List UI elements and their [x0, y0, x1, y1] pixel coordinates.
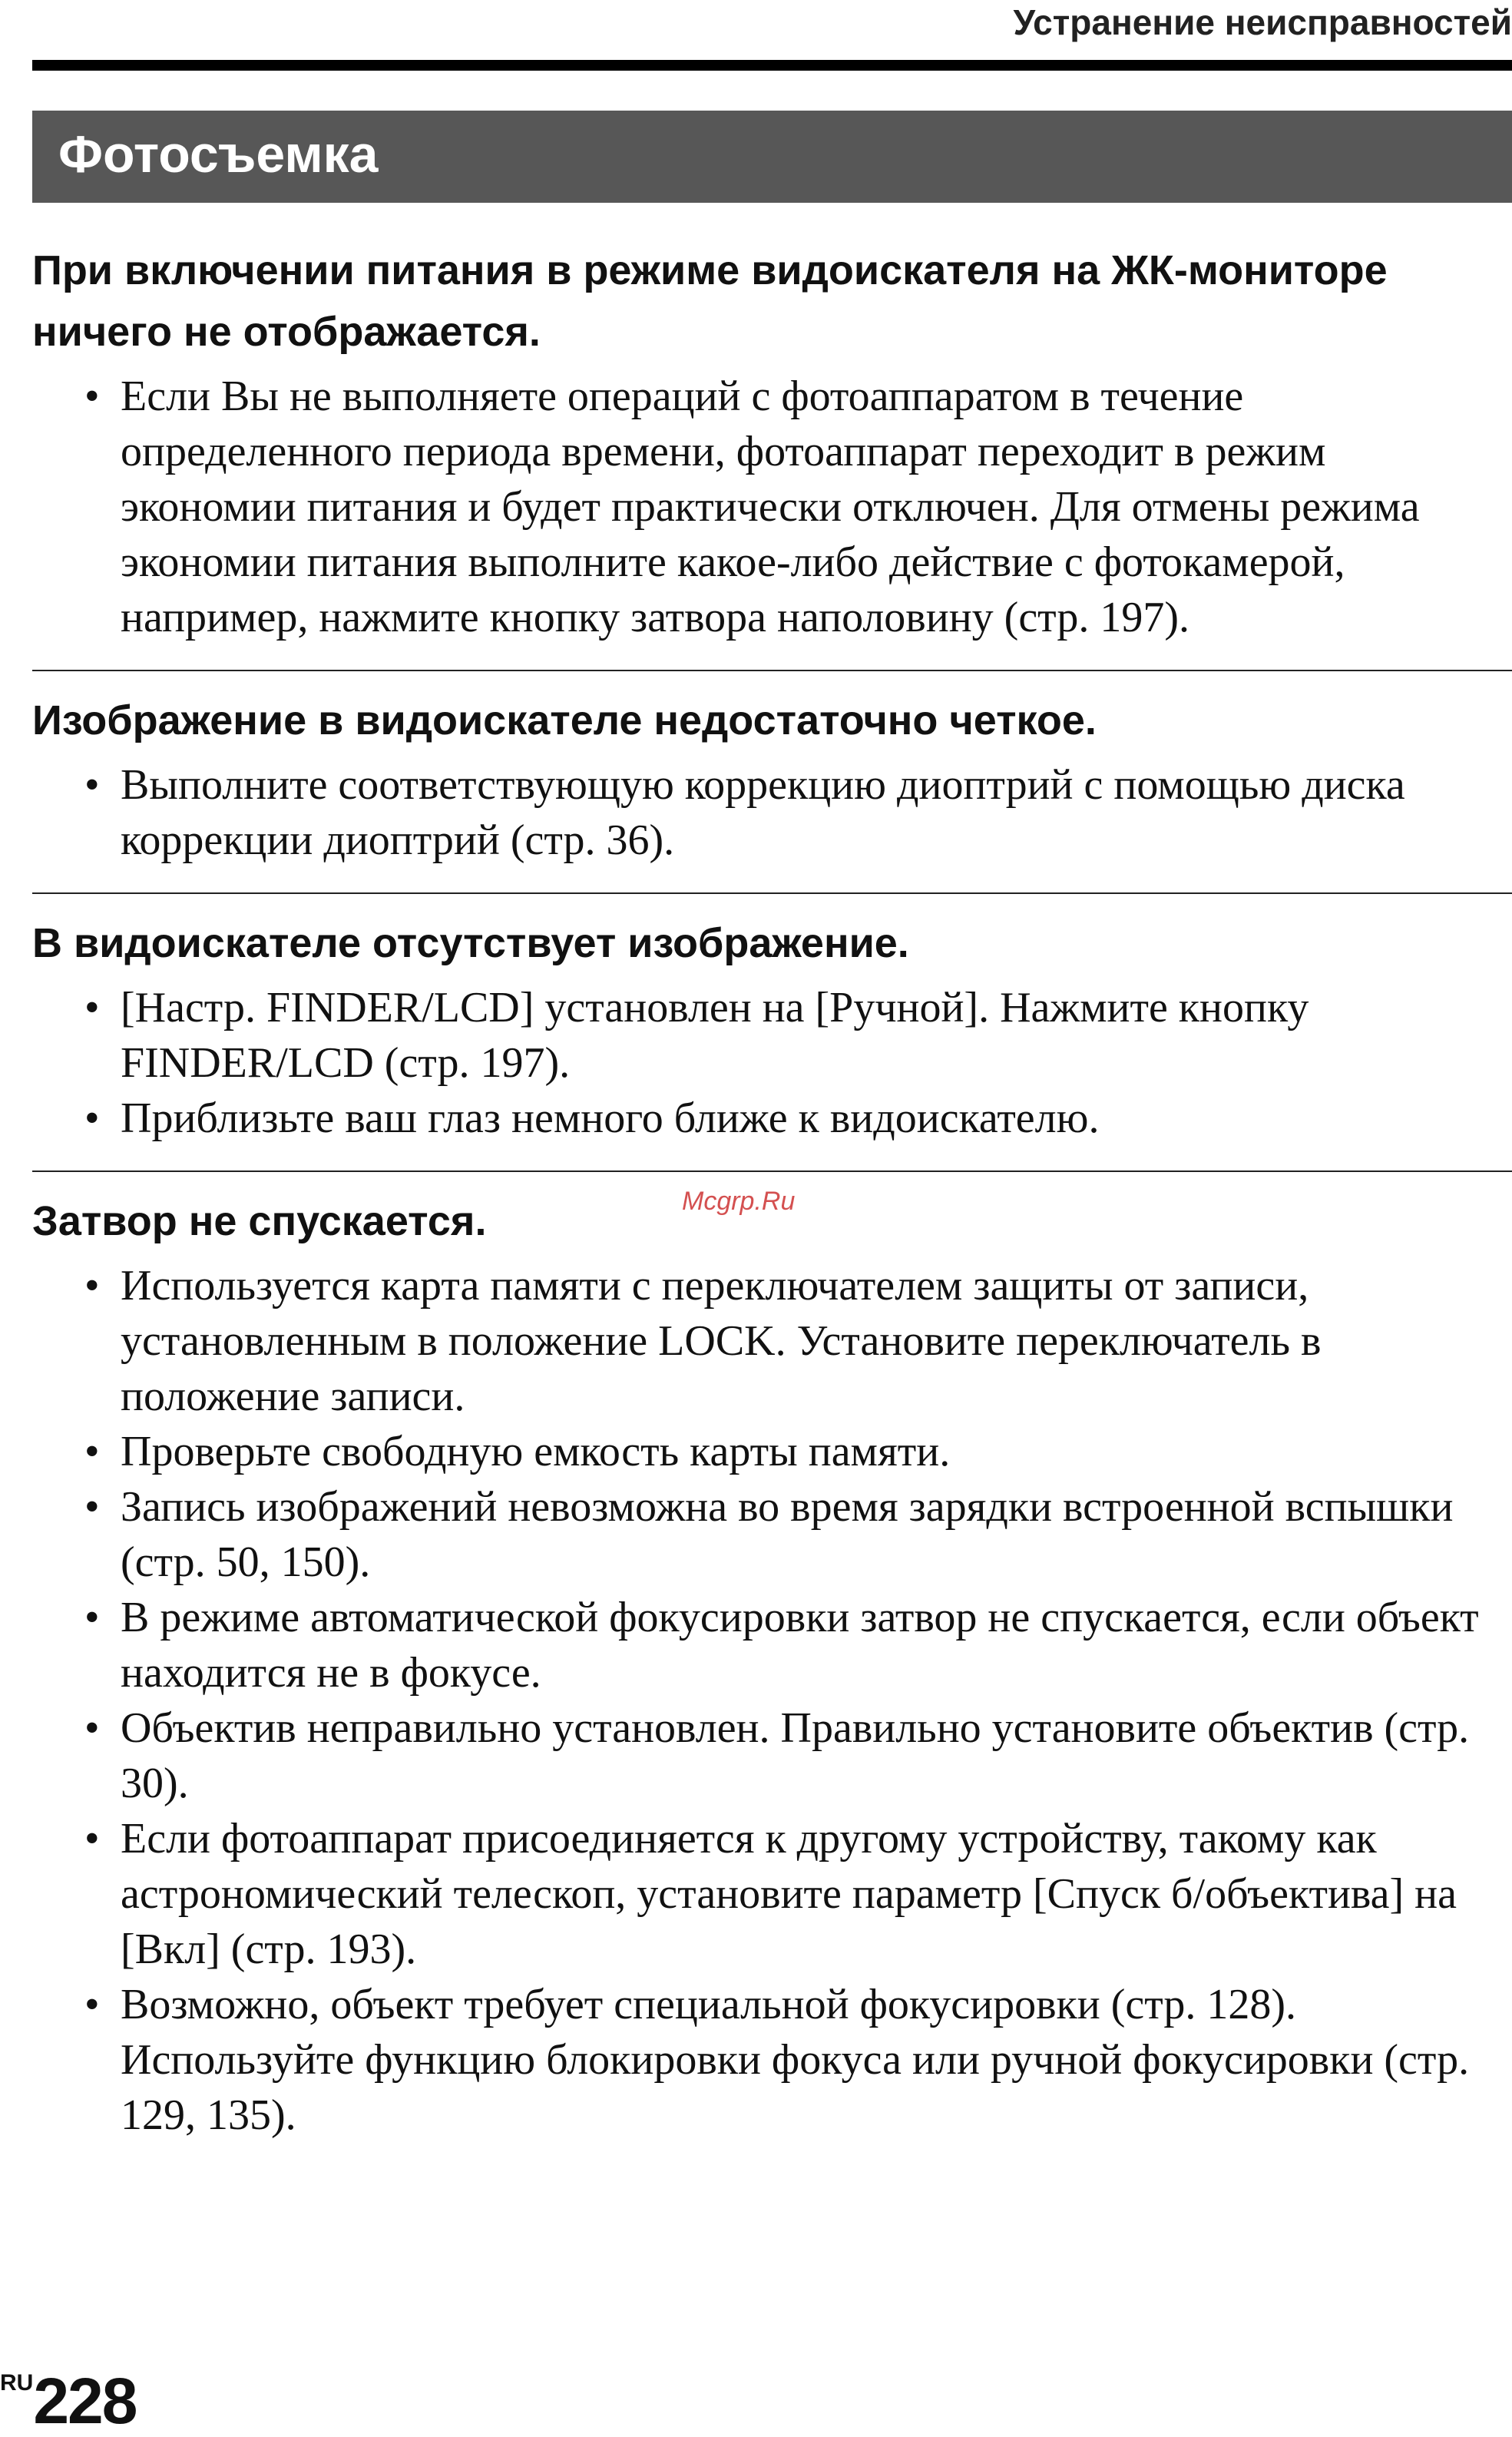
section-title: Фотосъемка	[58, 125, 379, 184]
watermark-text: Mcgrp.Ru	[682, 1187, 796, 1216]
solution-item	[32, 1479, 1512, 1590]
solution-list	[32, 1258, 1512, 2143]
divider	[32, 1170, 1512, 1172]
page-number-value: 228	[33, 2365, 137, 2437]
problem-block-viewfinder-blurry	[32, 690, 1512, 868]
solution-text: [Настр. FINDER/LCD] установлен на [Ручной]. Нажмите кнопку FINDER/LCD (стр. 197).	[121, 984, 1309, 1087]
solution-item	[32, 1811, 1512, 1977]
divider	[32, 670, 1512, 671]
divider	[32, 892, 1512, 894]
solution-list	[32, 757, 1512, 868]
bullet-marker: •	[84, 1483, 100, 1531]
section-banner	[32, 111, 1512, 203]
solution-item	[32, 1700, 1512, 1811]
solution-text: Объектив неправильно установлен. Правильно установите объектив (стр. 30).	[121, 1704, 1470, 1807]
problem-title: В видоискателе отсутствует изображение.	[32, 920, 909, 966]
problem-title: Изображение в видоискателе недостаточно четкое.	[32, 697, 1097, 743]
solution-text: Используется карта памяти с переключателем защиты от записи, установленным в положение LOCK. Установите переключатель в положение записи.	[121, 1262, 1322, 1420]
page-language-code: RU	[0, 2370, 34, 2396]
bullet-marker: •	[84, 1704, 100, 1752]
bullet-marker: •	[84, 1815, 100, 1863]
solution-list	[32, 980, 1512, 1146]
bullet-marker: •	[84, 1262, 100, 1310]
bullet-marker: •	[84, 1094, 100, 1142]
bullet-marker: •	[84, 373, 100, 420]
solution-text: Выполните соответствующую коррекцию диоптрий с помощью диска коррекции диоптрий (стр. 36).	[121, 761, 1405, 864]
solution-item	[32, 1091, 1512, 1146]
solution-item	[32, 1590, 1512, 1700]
problem-block-display-blank	[32, 240, 1512, 645]
problem-block-shutter-not-released	[32, 1190, 1512, 2143]
solution-text: В режиме автоматической фокусировки затвор не спускается, если объект находится не в фокусе.	[121, 1594, 1479, 1697]
solution-list	[32, 369, 1512, 645]
solution-item	[32, 1977, 1512, 2143]
solution-text: Проверьте свободную емкость карты памяти.	[121, 1428, 951, 1475]
problem-block-viewfinder-empty	[32, 912, 1512, 1146]
bullet-marker: •	[84, 1594, 100, 1641]
solution-text: Если Вы не выполняете операций с фотоаппаратом в течение определенного периода времени, фотоаппарат переходит в режим экономии питания и будет практически отключен. Для отмены режима экономии питания выполните какое-либо действие с фотокамерой, например, нажмите кнопку затвора наполовину (стр. 197).	[121, 373, 1420, 641]
solution-text: Если фотоаппарат присоединяется к другому устройству, такому как астрономический телескоп, установите параметр [Спуск б/объектива] на [Вкл] (стр. 193).	[121, 1815, 1457, 1973]
solution-item	[32, 369, 1512, 645]
bullet-marker: •	[84, 1981, 100, 2028]
solution-text: Возможно, объект требует специальной фокусировки (стр. 128). Используйте функцию блокировки фокуса или ручной фокусировки (стр. 129, 135).	[121, 1981, 1470, 2139]
problem-title: Затвор не спускается.	[32, 1198, 487, 1244]
solution-item	[32, 1258, 1512, 1424]
running-header-title: Устранение неисправностей	[1013, 2, 1512, 42]
bullet-marker: •	[84, 1428, 100, 1475]
solution-item	[32, 757, 1512, 868]
header-rule	[32, 60, 1512, 71]
solution-item	[32, 1424, 1512, 1479]
solution-text: Приблизьте ваш глаз немного ближе к видоискателю.	[121, 1094, 1100, 1142]
problem-title: При включении питания в режиме видоискателя на ЖК-мониторе ничего не отображается.	[32, 247, 1388, 355]
solution-item	[32, 980, 1512, 1091]
bullet-marker: •	[84, 984, 100, 1031]
solution-text: Запись изображений невозможна во время зарядки встроенной вспышки (стр. 50, 150).	[121, 1483, 1454, 1586]
page-number	[0, 2365, 137, 2437]
bullet-marker: •	[84, 761, 100, 809]
